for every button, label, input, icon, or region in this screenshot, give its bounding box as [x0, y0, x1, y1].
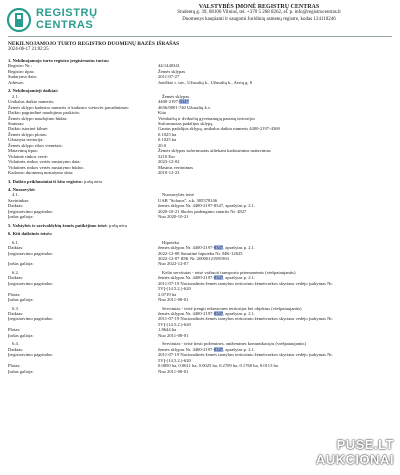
logo-line-2: CENTRAS: [36, 19, 94, 31]
value-text: 5VĮ-(14.5.2.)-620: [158, 286, 191, 292]
value-text: Nuo 2011-08-01: [158, 297, 189, 303]
watermark-line-1: PUSE.LT: [336, 437, 394, 452]
s2-row: [8, 170, 392, 175]
field-label: Registro tipas:: [8, 68, 35, 74]
field-value: 3210 Eur: [158, 153, 175, 159]
value-text: žemės sklypas Nr. 4400-2197-: [158, 275, 214, 281]
field-value: 0.1025 ha: [158, 137, 177, 143]
field-value: Nuo 2020-10-21: [158, 214, 189, 220]
value-text: 2022-12-08 Sutartinė hipoteka Nr. MK-12635: [158, 250, 243, 256]
section-6-heading: 6. Kiti daiktinės teisės:: [8, 231, 53, 237]
org-name: VALSTYBĖS ĮMONĖ REGISTRŲ CENTRAS: [198, 4, 320, 10]
value-text: 2022-12-07 IDK Nr. 20000121981963: [158, 255, 229, 261]
field-label: Įregistravimo pagrindas:: [8, 208, 54, 214]
value-suffix: , aprašytas p. 2.1.: [223, 311, 256, 317]
header-divider: [8, 36, 392, 37]
field-value: [158, 297, 392, 302]
field-label: Plotas:: [8, 363, 21, 369]
document-body: [8, 55, 392, 374]
field-label: Matavimų tipas:: [8, 148, 38, 154]
field-value: UAB "Solarus", a.k. 305578146: [158, 197, 218, 203]
entry-type: Servitutas - teisė tiesti požemines, antžemines komunikacijas (viešpataujantis): [162, 341, 306, 347]
value-highlight: 8347: [213, 346, 224, 352]
item-type: Nuosavybės teisė: [162, 192, 195, 198]
field-label: Daiktas:: [8, 346, 24, 352]
field-label: Daiktas:: [8, 275, 24, 281]
field-label: Įrašas galioja:: [8, 261, 34, 267]
value-highlight: 8347: [213, 275, 224, 281]
entry-number: 6.2.: [12, 269, 19, 275]
s6-entry-row: [8, 333, 392, 338]
entry-type: Hipoteka: [162, 239, 179, 245]
org-contacts: Studentų g. 39, 08106 Vilnius, tel. +370 5 268 8262, el. p. info@registrucentras.lt: [177, 10, 341, 16]
logo-text: [36, 7, 98, 31]
entry-number: 6.3.: [12, 305, 19, 311]
value-text: 2011-07-19 Nacionalinės žemės tarnybos teritorinio žemėtvarkos skyriaus vedėjo įsakymas Nr.: [158, 352, 333, 358]
field-label: Įrašas galioja:: [8, 332, 34, 338]
field-label: Įregistravimo pagrindas:: [8, 352, 54, 358]
field-label: Žemės sklypo kadastro numeris ir kadastro vietovės pavadinimas:: [8, 104, 130, 110]
section-3-heading: [8, 179, 392, 184]
registru-centras-logo: [6, 4, 116, 38]
field-label: Plotas:: [8, 291, 21, 297]
field-label: Vidutinė rinkos vertė:: [8, 153, 49, 159]
field-value: Kita: [158, 110, 166, 116]
field-label: Daiktas:: [8, 245, 24, 251]
value-text: Nuo 2011-08-01: [158, 368, 189, 374]
entry-type: Servitutas - teisė įrengti rekreacines teritorijas bei objektus (viešpataujantis): [162, 305, 302, 311]
field-value: 2011-07-27: [158, 74, 180, 80]
field-value: 0.1025 ha: [158, 131, 177, 137]
org-registry-note: Duomenys kaupiami ir saugomi Juridinių asmenų registre, kodas 124110246: [182, 16, 336, 22]
value-suffix: , aprašytas p. 2.1.: [223, 346, 256, 352]
field-label: Kadastro duomenų nustatymo data:: [8, 170, 74, 176]
section-5-value: įrašų nėra: [108, 222, 127, 228]
field-label: Įrašas galioja:: [8, 368, 34, 374]
value-text: 2.0719 ha: [158, 291, 177, 297]
s6-entry-row: [8, 369, 392, 374]
section-5-title: 5. Valstybės ir savivaldybių žemės patikėjimo teisė:: [8, 222, 108, 228]
value-suffix: , aprašytas p. 2.1.: [223, 245, 256, 251]
field-value: 2023-12-02: [158, 159, 180, 165]
document-title: NEKILNOJAMOJO TURTO REGISTRO DUOMENŲ BAZĖS IŠRAŠAS: [8, 41, 180, 47]
value-text: žemės sklypas Nr. 4400-2197-: [158, 311, 214, 317]
entry-type: Kelio servitutas - teisė važiuoti transporto priemonėmis (viešpataujantis): [162, 269, 296, 275]
s4-row: [8, 214, 392, 219]
document-date: 2024-06-17 21:02:25: [8, 47, 49, 52]
value-text: Nuo 2022-12-07: [158, 261, 189, 267]
field-value: Masinis vertinimas: [158, 164, 194, 170]
value-text: žemės sklypas Nr. 4400-2197-: [158, 346, 214, 352]
value-text: 2011-07-19 Nacionalinės žemės tarnybos teritorinio žemėtvarkos skyriaus vedėjo įsakymas Nr.: [158, 316, 333, 322]
s6-entry-row: [8, 297, 392, 302]
field-label: Adresas:: [8, 79, 25, 85]
value-highlight: 8347: [213, 311, 224, 317]
field-value: 44/1440341: [158, 63, 180, 69]
field-value: Suformuotas padalijus sklypą: [158, 120, 213, 126]
field-label: Žemės sklypo naudojimo būdas:: [8, 115, 68, 121]
field-value: [158, 369, 392, 374]
section-2-heading: 2. Nekilnojamieji daiktai:: [8, 88, 59, 94]
value-text: Nuo 2011-08-01: [158, 332, 189, 338]
field-label: Žemės sklypo plotas:: [8, 131, 48, 137]
field-value: 20.0: [158, 142, 167, 148]
field-label: Įrašas galioja:: [8, 297, 34, 303]
item-number: 4.1.: [12, 192, 19, 198]
field-label: Žemės sklypo ribos vienetais:: [8, 142, 63, 148]
logo-line-1: REGISTRŲ: [36, 7, 98, 19]
section-5-heading: [8, 223, 392, 228]
section-3-value: įrašų nėra: [84, 178, 103, 184]
field-value: 2010-12-23: [158, 170, 180, 176]
auction-watermark: [284, 437, 394, 467]
field-value: Žemės sklypas suformuotas atliekant kadastrinius matavimus: [158, 148, 271, 154]
field-label: Įregistravimo pagrindas:: [8, 250, 54, 256]
value-text: žemės sklypas Nr. 4400-2197-: [158, 245, 214, 251]
value-text: 2011-07-19 Nacionalinės žemės tarnybos teritorinio žemėtvarkos skyriaus vedėjo įsakymas Nr.: [158, 280, 333, 286]
section-3-title: 3. Daikto priklausiniai iš kito registro:: [8, 178, 83, 184]
field-value: [158, 261, 392, 266]
field-value: 2020-10-21 Skolos padengimo sutartis Nr. 4827: [158, 208, 247, 214]
field-label: Įregistravimo pagrindas:: [8, 316, 54, 322]
field-value: Žemės sklypas: [158, 68, 186, 74]
field-value: [158, 333, 392, 338]
field-label: Įrašas galioja:: [8, 214, 34, 220]
field-value: žemės sklypas Nr. 4400-2197-8347, aprašytas p. 2.1.: [158, 203, 256, 209]
section-6-entries: [8, 237, 392, 374]
field-value: Gautas padalijus sklypą, unikalus daikto numeris 4400-2197-4369: [158, 126, 280, 132]
entry-number: 6.1.: [12, 239, 19, 245]
item-number: 2.1.: [12, 93, 19, 99]
field-label: Daiktas:: [8, 311, 24, 317]
field-label: Įregistravimo pagrindas:: [8, 280, 54, 286]
field-value: Vienbučių ir dvibučių gyvenamųjų pastatų teritorijos: [158, 115, 256, 121]
field-label: Savininkas:: [8, 197, 30, 203]
item-type: Žemės sklypas: [162, 93, 190, 99]
value-text: 0.0850 ha, 0.0611 ha, 0.0025 ha, 0.2709 ha, 0.1760 ha, 0.0113 ha: [158, 363, 278, 369]
entry-number: 6.4.: [12, 341, 19, 347]
field-label: Daiktas:: [8, 203, 24, 209]
field-label: Registro Nr.:: [8, 63, 32, 69]
value-text: 5VĮ-(14.5.2.)-620: [158, 321, 191, 327]
field-label: Statusas:: [8, 120, 25, 126]
s6-entry-row: [8, 261, 392, 266]
watermark-line-2: AUKCIONAI: [315, 452, 394, 467]
value-text: 1.8644 ha: [158, 327, 177, 333]
field-label: Unikalus daikto numeris:: [8, 99, 55, 105]
field-label: Sudarymo data:: [8, 74, 37, 80]
field-label: Daikto istorinė kilmė:: [8, 126, 49, 132]
field-value: Joniškio r. sav., Užusalių k., Užusalių k., Aerių g. 8: [158, 79, 252, 85]
section-1-heading: 1. Nekilnojamojo turto registro įregistruotas turtas:: [8, 58, 110, 63]
s1-row: [8, 80, 392, 85]
unique-number-highlight: 8347: [179, 99, 189, 105]
value-suffix: , aprašytas p. 2.1.: [223, 275, 256, 281]
field-label: Užstatyta teritorija:: [8, 137, 44, 143]
field-label: Vidutinės rinkos vertės nustatymo būdas:: [8, 164, 84, 170]
section-4-heading: 4. Nuosavybė:: [8, 186, 36, 192]
header-info: [120, 4, 398, 23]
field-label: Vidutinės rinkos vertės nustatymo data:: [8, 159, 81, 165]
field-value: 4656/0001:740 Užusalių k.v.: [158, 104, 212, 110]
unique-number-prefix: 4400-2197-: [158, 99, 180, 105]
field-label: Plotas:: [8, 327, 21, 333]
value-text: 5VĮ-(14.5.2.)-620: [158, 357, 191, 363]
logo-mark-icon: [6, 6, 32, 34]
field-label: Daikto pagrindinė naudojimo paskirtis:: [8, 110, 81, 116]
value-highlight: 8347: [213, 245, 224, 251]
